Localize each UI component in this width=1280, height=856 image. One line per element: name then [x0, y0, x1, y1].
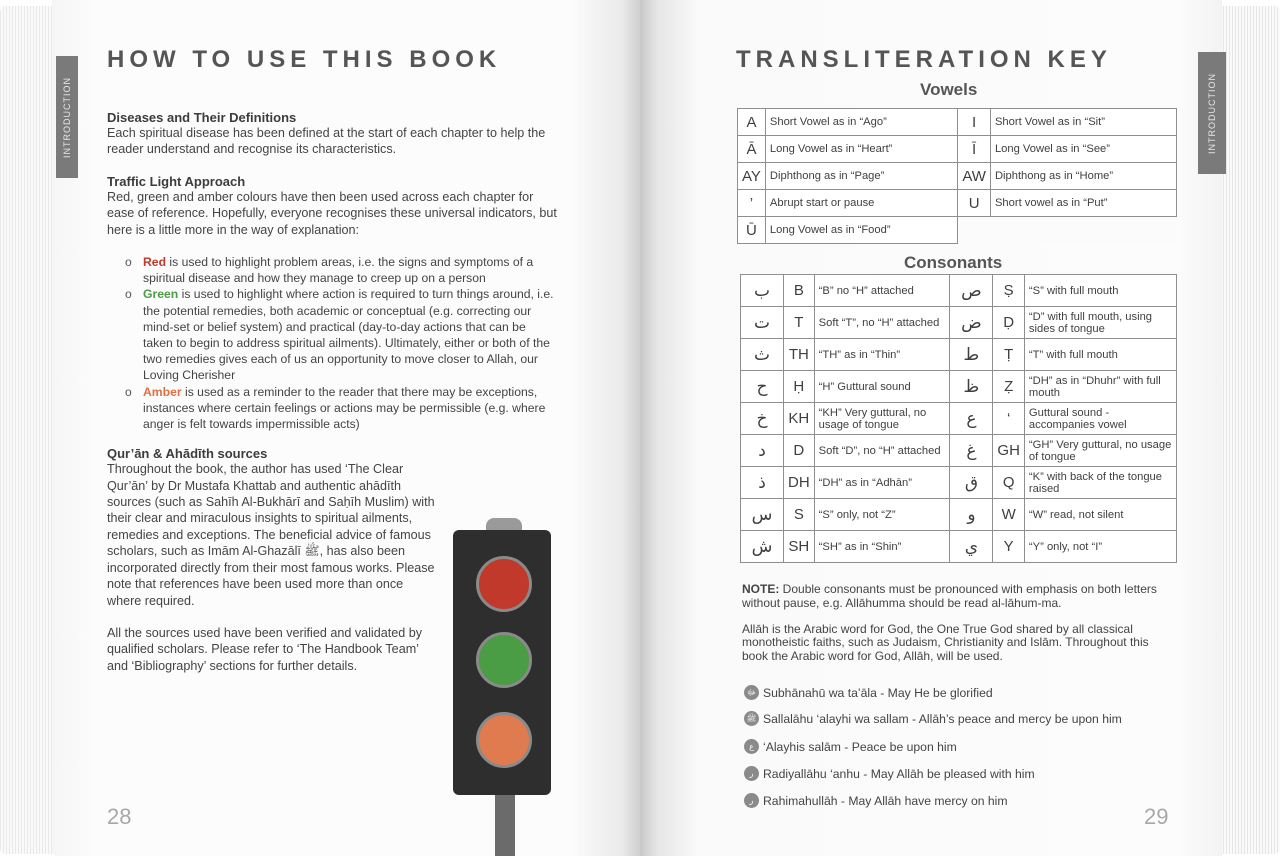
honorific-text: ‘Alayhis salām - Peace be upon him — [763, 739, 957, 754]
vowel-desc: Short vowel as in “Put” — [990, 190, 1176, 217]
consonant-symbol: Q — [993, 467, 1025, 499]
consonant-desc: Soft “D”, no “H” attached — [814, 435, 950, 467]
consonant-desc: “S” with full mouth — [1024, 275, 1176, 307]
side-tab-label: INTRODUCTION — [62, 76, 72, 158]
vowels-table — [737, 108, 1177, 244]
amber-light-icon — [476, 712, 532, 768]
honorific-text: Sallalāhu ‘alayhi wa sallam - Allāh’s peace and mercy be upon him — [763, 711, 1122, 726]
arabic-letter: و — [950, 499, 993, 531]
consonant-symbol: T — [784, 307, 815, 339]
honorific-text: Radiyallāhu ‘anhu - May Allāh be pleased with him — [763, 766, 1035, 781]
arabic-letter: ذ — [741, 467, 784, 499]
arabic-letter: ق — [950, 467, 993, 499]
list-item-red — [125, 254, 557, 286]
vowel-symbol: ’ — [738, 190, 766, 217]
consonant-symbol: W — [993, 499, 1025, 531]
section-sources — [107, 446, 437, 609]
red-light-icon — [476, 556, 532, 612]
arabic-letter: ظ — [950, 371, 993, 403]
table-row — [738, 190, 1177, 217]
honorific-icon: ﷺ — [744, 711, 759, 726]
table-row — [741, 467, 1177, 499]
page-edges-left — [0, 6, 58, 854]
section-title: Traffic Light Approach — [107, 173, 246, 189]
vowel-desc: Long Vowel as in “Food” — [765, 217, 957, 244]
honorific-item — [744, 685, 1174, 700]
arabic-letter: ب — [741, 275, 784, 307]
green-text: is used to highlight where action is required to turn things around, i.e. the potential remedies, both academic or conceptual (e.g. correcting our mind-set or belief system) and practical (day-to-day actions that can be taken to begin to address spiritual ailments). Ultimately, either or both of the two remedies gives each of us an opportunity to move closer to Allah, our Loving Cherisher — [143, 287, 554, 383]
table-row — [741, 339, 1177, 371]
section-verification — [107, 625, 437, 674]
consonant-desc: “SH” as in “Shin” — [814, 531, 950, 563]
list-item-green — [125, 286, 557, 383]
page-number-left: 28 — [107, 804, 132, 829]
consonant-symbol: Ḍ — [993, 307, 1025, 339]
honorific-icon: ر — [744, 793, 759, 808]
arabic-letter: خ — [741, 403, 784, 435]
honorific-icon: ع — [744, 739, 759, 754]
consonant-symbol: Ṭ — [993, 339, 1025, 371]
consonant-desc: “KH” Very guttural, no usage of tongue — [814, 403, 950, 435]
section-title: Diseases and Their Definitions — [107, 110, 297, 125]
traffic-light-pole — [495, 795, 515, 856]
vowel-desc: Diphthong as in “Home” — [990, 163, 1176, 190]
consonant-symbol: SH — [784, 531, 815, 563]
green-light-icon — [476, 632, 532, 688]
consonant-desc: “Y” only, not “I” — [1024, 531, 1176, 563]
vowel-desc: Abrupt start or pause — [765, 190, 957, 217]
vowel-desc: Short Vowel as in “Ago” — [765, 109, 957, 136]
left-page-heading: HOW TO USE THIS BOOK — [107, 46, 502, 73]
consonant-symbol: DH — [784, 467, 815, 499]
vowel-desc: Diphthong as in “Page” — [765, 163, 957, 190]
page-edges-right — [1218, 6, 1280, 854]
allah-note: Allāh is the Arabic word for God, the One True God shared by all classical monotheistic faiths, such as Judaism, Christianity and Islām. Throughout this book the Arabic word for God, Allāh, will be used. — [742, 621, 1149, 664]
vowel-desc: Short Vowel as in “Sit” — [990, 109, 1176, 136]
table-row — [741, 499, 1177, 531]
consonant-symbol: Ḥ — [784, 371, 815, 403]
arabic-letter: ت — [741, 307, 784, 339]
arabic-letter: ض — [950, 307, 993, 339]
consonant-desc: “B” no “H” attached — [814, 275, 950, 307]
consonant-desc: “D” with full mouth, using sides of tongue — [1024, 307, 1176, 339]
arabic-letter: ط — [950, 339, 993, 371]
arabic-letter: س — [741, 499, 784, 531]
vowel-symbol: U — [958, 190, 991, 217]
section-body: Each spiritual disease has been defined at the start of each chapter to help the reader understand and recognise its characteristics. — [107, 126, 546, 157]
vowel-symbol: Ū — [738, 217, 766, 244]
red-text: is used to highlight problem areas, i.e. the signs and symptoms of a spiritual disease and how they manage to creep up on a person — [143, 255, 534, 286]
double-consonant-note — [742, 583, 1162, 611]
consonants-table — [740, 274, 1177, 563]
arabic-letter: ث — [741, 339, 784, 371]
vowel-symbol: AY — [738, 163, 766, 190]
empty-cell — [958, 217, 1177, 244]
section-diseases — [107, 110, 557, 158]
consonant-symbol: Ṣ — [993, 275, 1025, 307]
consonants-title: Consonants — [904, 253, 1003, 272]
green-label: Green — [143, 287, 179, 302]
consonant-desc: “TH” as in “Thin” — [814, 339, 950, 371]
honorific-text: Rahimahullāh - May Allāh have mercy on him — [763, 793, 1008, 808]
traffic-light-list — [107, 254, 557, 432]
consonant-symbol: B — [784, 275, 815, 307]
section-body: Throughout the book, the author has used ‘The Clear Qur’ān’ by Dr Mustafa Khattab and authentic ahādīth sources (such as Sahīh Al-Bukhārī and Saḥīh Muslim) with their clear and miraculous insights to spiritual ailments, remedies and exceptions. The beneficial advice of famous scholars, such as Imām Al-Ghazālī ﷺ, has also been incorporated directly from their most famous works. Please note that references have been used more than once where required. — [107, 462, 435, 608]
consonant-symbol: GH — [993, 435, 1025, 467]
side-tab-right — [1198, 52, 1226, 174]
consonant-desc: “W” read, not silent — [1024, 499, 1176, 531]
arabic-letter: ح — [741, 371, 784, 403]
vowel-desc: Long Vowel as in “Heart” — [765, 136, 957, 163]
consonant-symbol: D — [784, 435, 815, 467]
vowels-title: Vowels — [920, 80, 978, 99]
honorific-item — [744, 739, 1174, 754]
table-row — [741, 307, 1177, 339]
honorific-icon: ر — [744, 766, 759, 781]
table-row — [738, 217, 1177, 244]
list-item-amber — [125, 384, 557, 433]
consonant-symbol: KH — [784, 403, 815, 435]
page-number-right: 29 — [1144, 804, 1169, 829]
right-page-heading: TRANSLITERATION KEY — [736, 46, 1112, 73]
note-label: NOTE: — [742, 582, 780, 596]
consonant-symbol: Ẓ — [993, 371, 1025, 403]
section-body: All the sources used have been verified and validated by qualified scholars. Please refer to ‘The Handbook Team’ and ‘Bibliography’ sections for further details. — [107, 625, 423, 673]
consonant-desc: “T” with full mouth — [1024, 339, 1176, 371]
table-row — [738, 109, 1177, 136]
amber-text: is used as a reminder to the reader that there may be exceptions, instances where certain feelings or actions may be permissible (e.g. where anger is felt towards impermissible acts) — [143, 384, 546, 432]
table-row — [741, 371, 1177, 403]
vowel-symbol: Ā — [738, 136, 766, 163]
table-row — [741, 403, 1177, 435]
side-tab-left — [56, 56, 78, 178]
arabic-letter: ش — [741, 531, 784, 563]
consonant-symbol: S — [784, 499, 815, 531]
section-body: Red, green and amber colours have then been used across each chapter for ease of reference. Hopefully, everyone recognises these universal indicators, but here is a little more in the way of explanation: — [107, 189, 557, 237]
honorific-item — [744, 793, 1174, 808]
table-row — [738, 136, 1177, 163]
table-row — [741, 435, 1177, 467]
note-text: Double consonants must be pronounced with emphasis on both letters without pause, e.g. Allāhumma should be read al-lāhum-ma. — [742, 582, 1157, 610]
arabic-letter: غ — [950, 435, 993, 467]
honorific-icon: ﷻ — [744, 685, 759, 700]
side-tab-label: INTRODUCTION — [1207, 72, 1217, 154]
table-row — [741, 275, 1177, 307]
arabic-letter: د — [741, 435, 784, 467]
consonant-desc: “H” Guttural sound — [814, 371, 950, 403]
notes — [742, 583, 1162, 676]
red-label: Red — [143, 255, 167, 270]
consonant-desc: “DH” as in “Adhān” — [814, 467, 950, 499]
consonant-desc: Guttural sound - accompanies vowel — [1024, 403, 1176, 435]
amber-label: Amber — [143, 384, 182, 399]
consonant-desc: Soft “T”, no “H” attached — [814, 307, 950, 339]
consonant-desc: “GH” Very guttural, no usage of tongue — [1024, 435, 1176, 467]
section-traffic-light — [107, 174, 557, 238]
table-row — [738, 163, 1177, 190]
arabic-letter: ص — [950, 275, 993, 307]
honorific-item — [744, 711, 1174, 726]
vowel-symbol: AW — [958, 163, 991, 190]
consonant-desc: “DH” as in “Dhuhr” with full mouth — [1024, 371, 1176, 403]
consonant-symbol: Y — [993, 531, 1025, 563]
table-row — [741, 531, 1177, 563]
consonant-desc: “S” only, not “Z” — [814, 499, 950, 531]
vowel-symbol: I — [958, 109, 991, 136]
vowel-symbol: A — [738, 109, 766, 136]
vowel-symbol: Ī — [958, 136, 991, 163]
vowel-desc: Long Vowel as in “See” — [990, 136, 1176, 163]
consonant-symbol: TH — [784, 339, 815, 371]
consonant-desc: “K” with back of the tongue raised — [1024, 467, 1176, 499]
section-title: Qur’ān & Ahādīth sources — [107, 446, 268, 462]
honorific-text: Subhānahū wa ta’āla - May He be glorified — [763, 685, 993, 700]
arabic-letter: ي — [950, 531, 993, 563]
arabic-letter: ع — [950, 403, 993, 435]
honorific-item — [744, 766, 1174, 781]
consonant-symbol: ‘ — [993, 403, 1025, 435]
